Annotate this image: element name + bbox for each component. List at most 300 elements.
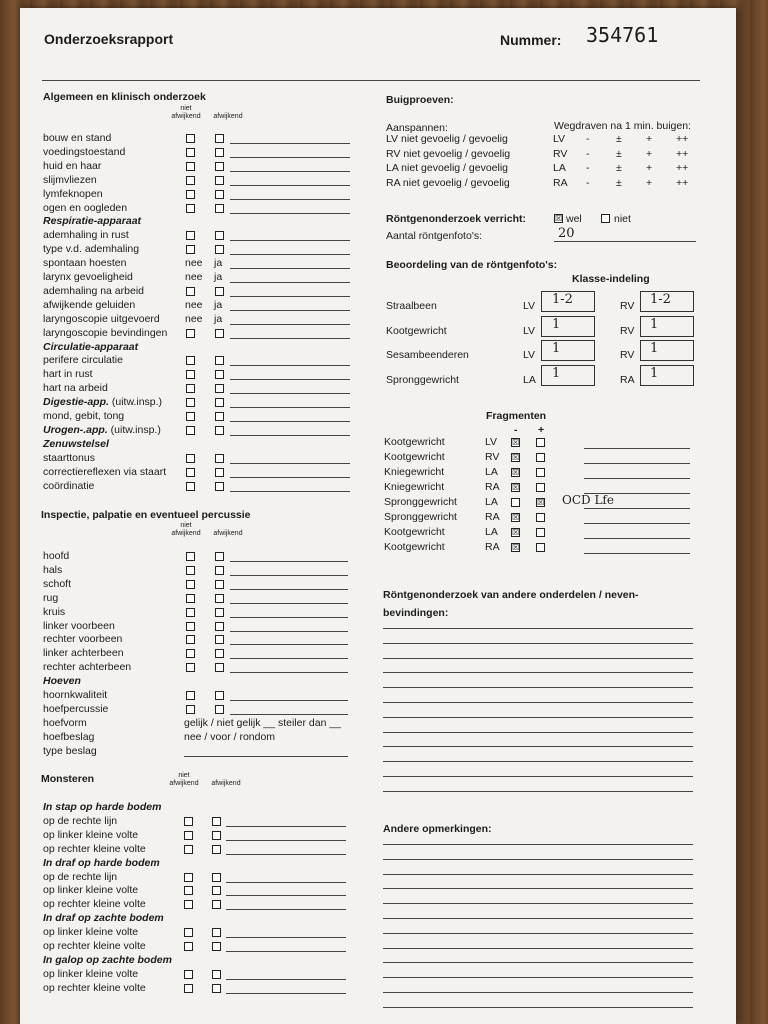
- frag-row-code: RA: [485, 481, 500, 493]
- buig-scale-option[interactable]: +: [646, 162, 653, 174]
- niet-afwijkend-checkbox[interactable]: [186, 231, 195, 240]
- afwijkend-checkbox[interactable]: [212, 817, 221, 826]
- remark-line: [230, 491, 350, 492]
- hoefbeslag-options[interactable]: nee / voor / rondom: [184, 730, 276, 743]
- afwijkend-checkbox[interactable]: [215, 608, 224, 617]
- remark-line: [230, 324, 350, 325]
- row-label: correctiereflexen via staart: [43, 465, 167, 478]
- rontgen-niet-label: niet: [614, 213, 631, 225]
- afwijkend-checkbox[interactable]: [215, 691, 224, 700]
- frag-row-label: Kniegewricht: [384, 481, 445, 493]
- klasse-left-value: 1: [552, 365, 561, 381]
- nee-option[interactable]: nee: [185, 298, 203, 311]
- niet-afwijkend-checkbox[interactable]: [186, 134, 195, 143]
- monsteren-subtitle-4: In galop op zachte bodem: [43, 953, 172, 966]
- niet-afwijkend-checkbox[interactable]: [186, 454, 195, 463]
- bevindingen-line: [383, 776, 693, 777]
- afwijkend-checkbox[interactable]: [215, 148, 224, 157]
- remark-line: [230, 240, 350, 241]
- buig-row-code: RV: [553, 147, 568, 160]
- frag-row-label: Kootgewricht: [384, 451, 445, 463]
- afwijkend-checkbox[interactable]: [215, 622, 224, 631]
- klasse-right-box[interactable]: [640, 365, 694, 386]
- beoordeling-title: Beoordeling van de röntgenfoto's:: [386, 259, 558, 271]
- opmerkingen-line: [383, 859, 693, 860]
- afwijkend-checkbox[interactable]: [215, 566, 224, 575]
- buig-row-code: LV: [553, 133, 566, 145]
- klasse-right-code: RA: [620, 373, 635, 386]
- aantal-value: 20: [558, 226, 575, 241]
- afwijkend-checkbox[interactable]: [215, 245, 224, 254]
- frag-row-code: LV: [485, 436, 498, 448]
- afwijkend-checkbox[interactable]: [215, 356, 224, 365]
- opmerkingen-line: [383, 888, 693, 889]
- row-label: hals: [43, 563, 63, 576]
- niet-afwijkend-checkbox[interactable]: [186, 705, 195, 714]
- frag-row-code: LA: [485, 496, 498, 508]
- monsteren-title: Monsteren: [41, 773, 95, 785]
- row-label: op de rechte lijn: [43, 814, 118, 827]
- digestie-title: [43, 396, 162, 408]
- remark-line: [230, 268, 350, 269]
- ja-option[interactable]: ja: [214, 298, 223, 311]
- remark-line: [226, 895, 346, 896]
- rontgen-wel-label: wel: [566, 213, 582, 225]
- niet-afwijkend-checkbox[interactable]: [186, 608, 195, 617]
- buig-scale-option[interactable]: +: [646, 133, 653, 145]
- remark-line: [230, 435, 350, 436]
- niet-afwijkend-checkbox[interactable]: [184, 831, 193, 840]
- remark-line: [230, 672, 348, 673]
- klasse-title: Klasse-indeling: [572, 273, 650, 285]
- klasse-left-box[interactable]: [541, 340, 595, 361]
- afwijkend-checkbox[interactable]: [212, 900, 221, 909]
- monsteren-subtitle-2: In draf op harde bodem: [43, 856, 160, 869]
- niet-afwijkend-checkbox[interactable]: [186, 329, 195, 338]
- buigproeven-title: Buigproeven:: [386, 94, 454, 106]
- opmerkingen-line: [383, 844, 693, 845]
- afwijkend-checkbox[interactable]: [215, 649, 224, 658]
- frag-row-label: Kootgewricht: [384, 436, 445, 448]
- remark-line: [230, 477, 350, 478]
- row-label: type beslag: [43, 744, 97, 757]
- niet-afwijkend-checkbox[interactable]: [186, 426, 195, 435]
- remark-line: [226, 840, 346, 841]
- frag-minus-checkbox[interactable]: ☒: [512, 483, 520, 492]
- opmerkingen-line: [383, 992, 693, 993]
- remark-line: [230, 213, 350, 214]
- rontgen-wel-checkbox[interactable]: ☒: [555, 214, 563, 223]
- frag-remark-line: [584, 538, 690, 539]
- klasse-row-label: Straalbeen: [386, 300, 437, 312]
- ja-option[interactable]: ja: [214, 257, 223, 270]
- row-label: op linker kleine volte: [43, 828, 139, 841]
- remark-line: [230, 407, 350, 408]
- frag-minus-checkbox[interactable]: [511, 498, 520, 507]
- urogen-title-main: Urogen-.app.: [43, 423, 108, 436]
- buig-scale-option[interactable]: -: [586, 133, 590, 145]
- afwijkend-checkbox[interactable]: [215, 134, 224, 143]
- row-label: linker voorbeen: [43, 619, 115, 632]
- remark-line: [230, 199, 350, 200]
- klasse-left-value: 1: [552, 341, 561, 356]
- buig-scale-option[interactable]: ±: [616, 147, 622, 160]
- niet-afwijkend-checkbox[interactable]: [186, 468, 195, 477]
- afwijkend-checkbox[interactable]: [212, 831, 221, 840]
- remark-line: [230, 589, 348, 590]
- opmerkingen-line: [383, 903, 693, 904]
- afwijkend-checkbox[interactable]: [212, 886, 221, 895]
- row-label: op rechter kleine volte: [43, 981, 146, 994]
- hoefvorm-options[interactable]: gelijk / niet gelijk __ steiler dan __: [184, 716, 342, 729]
- row-label: hoofd: [43, 550, 70, 562]
- row-label: op linker kleine volte: [43, 967, 139, 980]
- row-label: larynx gevoeligheid: [43, 271, 133, 283]
- aantal-line: [554, 241, 696, 242]
- niet-afwijkend-checkbox[interactable]: [186, 649, 195, 658]
- buig-scale-option[interactable]: ++: [676, 176, 689, 189]
- remark-line: [226, 909, 346, 910]
- niet-afwijkend-checkbox[interactable]: [186, 190, 195, 199]
- row-label: op rechter kleine volte: [43, 842, 146, 855]
- frag-plus-checkbox[interactable]: [536, 513, 545, 522]
- afwijkend-checkbox[interactable]: [215, 482, 224, 491]
- bevindingen-line: [383, 687, 693, 688]
- bevindingen-line: [383, 717, 693, 718]
- row-label: spontaan hoesten: [43, 257, 127, 270]
- frag-remark-line: [584, 463, 690, 464]
- afwijkend-checkbox[interactable]: [215, 552, 224, 561]
- afwijkend-checkbox[interactable]: [215, 705, 224, 714]
- remark-line: [226, 993, 346, 994]
- col-niet-label: niet: [180, 105, 192, 112]
- frag-minus-checkbox[interactable]: ☒: [512, 453, 520, 462]
- opmerkingen-line: [383, 874, 693, 875]
- frag-minus-checkbox[interactable]: ☒: [512, 438, 520, 447]
- niet-afwijkend-checkbox[interactable]: [184, 845, 193, 854]
- afwijkend-checkbox[interactable]: [215, 190, 224, 199]
- frag-row-code: LA: [485, 526, 498, 538]
- niet-afwijkend-checkbox[interactable]: [186, 176, 195, 185]
- rontgen-verricht-label: Röntgenonderzoek verricht:: [386, 213, 527, 225]
- klasse-right-value: 1: [650, 341, 659, 356]
- remark-line: [230, 282, 350, 283]
- row-label: hart na arbeid: [43, 382, 108, 395]
- afwijkend-checkbox[interactable]: [212, 984, 221, 993]
- frag-row-code: RV: [485, 451, 500, 463]
- afwijkend-checkbox[interactable]: [215, 635, 224, 644]
- wegdraven-label: Wegdraven na 1 min. buigen:: [554, 120, 691, 132]
- section-algemeen-title: Algemeen en klinisch onderzoek: [43, 91, 206, 103]
- remark-line: [230, 296, 350, 297]
- remark-line: [230, 365, 350, 366]
- ja-option[interactable]: ja: [214, 271, 223, 283]
- afwijkend-checkbox[interactable]: [215, 663, 224, 672]
- frag-minus-header: -: [514, 424, 518, 436]
- afwijkend-checkbox[interactable]: [215, 370, 224, 379]
- buig-row-label: RA niet gevoelig / gevoelig: [386, 176, 510, 189]
- digestie-title-suffix: (uitw.insp.): [108, 396, 163, 409]
- circulatie-title: Circulatie-apparaat: [43, 340, 139, 353]
- klasse-right-box[interactable]: [640, 340, 694, 361]
- niet-afwijkend-checkbox[interactable]: [184, 928, 193, 937]
- afwijkend-checkbox[interactable]: [212, 928, 221, 937]
- remark-line: [230, 157, 350, 158]
- frag-plus-checkbox[interactable]: [536, 543, 545, 552]
- remark-line: [230, 143, 350, 144]
- afwijkend-checkbox[interactable]: [215, 162, 224, 171]
- klasse-right-value: 1-2: [650, 292, 671, 307]
- bevindingen-line: [383, 702, 693, 703]
- niet-afwijkend-checkbox[interactable]: [186, 482, 195, 491]
- buig-row-code: LA: [553, 162, 566, 174]
- frag-row-label: Kootgewricht: [384, 541, 445, 553]
- buig-row-code: RA: [553, 176, 568, 189]
- urogen-title-suffix: (uitw.insp.): [107, 423, 161, 436]
- buig-scale-option[interactable]: -: [586, 162, 590, 174]
- frag-plus-checkbox[interactable]: [536, 453, 545, 462]
- row-label: hoefvorm: [43, 716, 87, 729]
- afwijkend-checkbox[interactable]: [212, 873, 221, 882]
- niet-afwijkend-checkbox[interactable]: [186, 594, 195, 603]
- frag-minus-checkbox[interactable]: ☒: [512, 528, 520, 537]
- afwijkend-checkbox[interactable]: [215, 329, 224, 338]
- remark-line: [230, 714, 348, 715]
- remark-line: [230, 700, 348, 701]
- remark-line: [230, 421, 350, 422]
- bevindingen-line: [383, 628, 693, 629]
- opmerkingen-line: [383, 1007, 693, 1008]
- buig-scale-option[interactable]: ++: [676, 147, 689, 160]
- niet-afwijkend-checkbox[interactable]: [186, 356, 195, 365]
- col-afwijkend-label: afwijkend: [213, 530, 243, 537]
- klasse-right-box[interactable]: [640, 316, 694, 337]
- frag-plus-checkbox[interactable]: ☒: [537, 498, 545, 507]
- afwijkend-checkbox[interactable]: [215, 468, 224, 477]
- frag-plus-checkbox[interactable]: [536, 483, 545, 492]
- row-label: mond, gebit, tong: [43, 410, 125, 422]
- buig-scale-option[interactable]: ++: [676, 133, 689, 145]
- col-afwijkend-label: afwijkend: [211, 780, 241, 787]
- niet-afwijkend-checkbox[interactable]: [186, 148, 195, 157]
- bevindingen-label: bevindingen:: [383, 607, 449, 619]
- header-divider: [42, 80, 700, 81]
- row-label: slijmvliezen: [43, 173, 97, 186]
- remark-line: [230, 617, 348, 618]
- buig-scale-option[interactable]: ±: [616, 176, 622, 189]
- report-number: 354761: [586, 23, 659, 47]
- klasse-right-value: 1: [650, 365, 659, 381]
- urogen-title: [43, 424, 161, 436]
- buig-scale-option[interactable]: ±: [616, 133, 622, 145]
- row-label: hoornkwaliteit: [43, 689, 108, 701]
- monsteren-subtitle-3: In draf op zachte bodem: [43, 912, 164, 925]
- zenuwstelsel-title: Zenuwstelsel: [43, 437, 109, 450]
- klasse-right-value: 1: [650, 316, 659, 332]
- remark-line: [226, 979, 346, 980]
- klasse-left-box[interactable]: [541, 316, 595, 337]
- row-label: rechter voorbeen: [43, 633, 123, 646]
- niet-afwijkend-checkbox[interactable]: [186, 287, 195, 296]
- klasse-right-code: RV: [620, 324, 635, 337]
- frag-remark-line: [584, 553, 690, 554]
- row-label: ademhaling in rust: [43, 229, 129, 242]
- buig-scale-option[interactable]: -: [586, 176, 590, 189]
- niet-afwijkend-checkbox[interactable]: [186, 691, 195, 700]
- niet-afwijkend-checkbox[interactable]: [186, 162, 195, 171]
- row-label: op de rechte lijn: [43, 870, 118, 883]
- buig-scale-option[interactable]: +: [646, 176, 653, 189]
- frag-row-label: Spronggewricht: [384, 496, 457, 508]
- andere-onderdelen-title: Röntgenonderzoek van andere onderdelen / neven-: [383, 589, 639, 601]
- row-label: perifere circulatie: [43, 354, 123, 367]
- niet-afwijkend-checkbox[interactable]: [186, 663, 195, 672]
- afwijkend-checkbox[interactable]: [212, 942, 221, 951]
- remark-line: [230, 575, 348, 576]
- bevindingen-line: [383, 643, 693, 644]
- frag-remark-line: [584, 508, 690, 509]
- afwijkend-checkbox[interactable]: [215, 384, 224, 393]
- hoeven-title: Hoeven: [43, 675, 81, 688]
- niet-afwijkend-checkbox[interactable]: [186, 245, 195, 254]
- buig-scale-option[interactable]: ±: [616, 162, 622, 174]
- row-label: type v.d. ademhaling: [43, 243, 140, 256]
- buig-scale-option[interactable]: ++: [676, 162, 689, 174]
- klasse-row-label: Sesambeenderen: [386, 349, 469, 361]
- col-niet-label: niet: [180, 522, 192, 529]
- row-label: huid en haar: [43, 159, 102, 172]
- afwijkend-checkbox[interactable]: [215, 426, 224, 435]
- klasse-right-code: RV: [620, 300, 635, 312]
- remark-line: [230, 631, 348, 632]
- remark-line: [230, 310, 350, 311]
- afwijkend-checkbox[interactable]: [215, 454, 224, 463]
- klasse-left-value: 1-2: [552, 292, 573, 307]
- buig-scale-option[interactable]: -: [586, 147, 590, 160]
- afwijkend-checkbox[interactable]: [215, 231, 224, 240]
- afwijkend-checkbox[interactable]: [215, 176, 224, 185]
- bevindingen-line: [383, 732, 693, 733]
- afwijkend-checkbox[interactable]: [212, 970, 221, 979]
- frag-plus-header: +: [538, 424, 545, 436]
- frag-plus-checkbox[interactable]: [536, 438, 545, 447]
- afwijkend-checkbox[interactable]: [215, 204, 224, 213]
- niet-afwijkend-checkbox[interactable]: [186, 412, 195, 421]
- remark-line: [226, 854, 346, 855]
- niet-afwijkend-checkbox[interactable]: [184, 886, 193, 895]
- afwijkend-checkbox[interactable]: [215, 287, 224, 296]
- aantal-label: Aantal röntgenfoto's:: [386, 230, 482, 242]
- niet-afwijkend-checkbox[interactable]: [186, 622, 195, 631]
- frag-row-code: LA: [485, 466, 498, 478]
- bevindingen-line: [383, 672, 693, 673]
- niet-afwijkend-checkbox[interactable]: [184, 873, 193, 882]
- afwijkend-checkbox[interactable]: [215, 398, 224, 407]
- remark-line: [230, 561, 348, 562]
- respiratie-title: Respiratie-apparaat: [43, 215, 142, 228]
- col-niet-afwijkend-label: afwijkend: [171, 113, 201, 120]
- buig-row-label: LV niet gevoelig / gevoelig: [386, 133, 508, 145]
- rontgen-niet-checkbox[interactable]: [601, 214, 610, 223]
- niet-afwijkend-checkbox[interactable]: [186, 580, 195, 589]
- opmerkingen-line: [383, 918, 693, 919]
- row-label: hoefpercussie: [43, 702, 109, 715]
- frag-plus-checkbox[interactable]: [536, 528, 545, 537]
- row-label: voedingstoestand: [43, 145, 126, 158]
- frag-plus-checkbox[interactable]: [536, 468, 545, 477]
- niet-afwijkend-checkbox[interactable]: [186, 370, 195, 379]
- frag-row-label: Kniegewricht: [384, 466, 445, 478]
- ja-option[interactable]: ja: [214, 312, 223, 325]
- row-label: hoefbeslag: [43, 730, 95, 743]
- nee-option[interactable]: nee: [185, 312, 203, 325]
- row-label: linker achterbeen: [43, 647, 124, 660]
- frag-row-code: RA: [485, 511, 500, 523]
- niet-afwijkend-checkbox[interactable]: [186, 552, 195, 561]
- remark-line: [226, 826, 346, 827]
- klasse-row-label: Spronggewricht: [386, 373, 459, 386]
- remark-line: [184, 756, 348, 757]
- niet-afwijkend-checkbox[interactable]: [186, 635, 195, 644]
- niet-afwijkend-checkbox[interactable]: [184, 817, 193, 826]
- buig-scale-option[interactable]: +: [646, 147, 653, 160]
- afwijkend-checkbox[interactable]: [212, 845, 221, 854]
- col-niet-afwijkend-label: afwijkend: [171, 530, 201, 537]
- niet-afwijkend-checkbox[interactable]: [184, 942, 193, 951]
- niet-afwijkend-checkbox[interactable]: [184, 984, 193, 993]
- afwijkend-checkbox[interactable]: [215, 594, 224, 603]
- niet-afwijkend-checkbox[interactable]: [186, 566, 195, 575]
- report-title: Onderzoeksrapport: [44, 31, 174, 47]
- niet-afwijkend-checkbox[interactable]: [184, 900, 193, 909]
- klasse-left-box[interactable]: [541, 365, 595, 386]
- niet-afwijkend-checkbox[interactable]: [186, 398, 195, 407]
- remark-line: [230, 379, 350, 380]
- row-label: staarttonus: [43, 451, 95, 464]
- section-inspectie-title: Inspectie, palpatie en eventueel percussie: [41, 509, 251, 521]
- niet-afwijkend-checkbox[interactable]: [186, 204, 195, 213]
- frag-minus-checkbox[interactable]: ☒: [512, 543, 520, 552]
- row-label: lymfeknopen: [43, 187, 103, 200]
- niet-afwijkend-checkbox[interactable]: [184, 970, 193, 979]
- klasse-left-code: LV: [523, 349, 536, 361]
- nee-option[interactable]: nee: [185, 257, 203, 270]
- row-label: op linker kleine volte: [43, 884, 139, 897]
- remark-line: [226, 937, 346, 938]
- digestie-title-main: Digestie-app.: [43, 396, 109, 409]
- row-label: kruis: [43, 605, 66, 618]
- remark-line: [230, 171, 350, 172]
- klasse-row-label: Kootgewricht: [386, 324, 447, 337]
- col-afwijkend-label: afwijkend: [213, 113, 243, 120]
- opmerkingen-line: [383, 977, 693, 978]
- remark-line: [230, 644, 348, 645]
- row-label: coördinatie: [43, 479, 95, 492]
- row-label: hart in rust: [43, 368, 93, 381]
- nee-option[interactable]: nee: [185, 271, 203, 283]
- afwijkend-checkbox[interactable]: [215, 412, 224, 421]
- frag-minus-checkbox[interactable]: ☒: [512, 468, 520, 477]
- niet-afwijkend-checkbox[interactable]: [186, 384, 195, 393]
- afwijkend-checkbox[interactable]: [215, 580, 224, 589]
- number-label: Nummer:: [500, 32, 562, 48]
- frag-row-label: Spronggewricht: [384, 511, 457, 523]
- frag-minus-checkbox[interactable]: ☒: [512, 513, 520, 522]
- opmerkingen-line: [383, 933, 693, 934]
- row-label: ogen en oogleden: [43, 201, 128, 214]
- remark-line: [230, 254, 350, 255]
- remark-line: [226, 951, 346, 952]
